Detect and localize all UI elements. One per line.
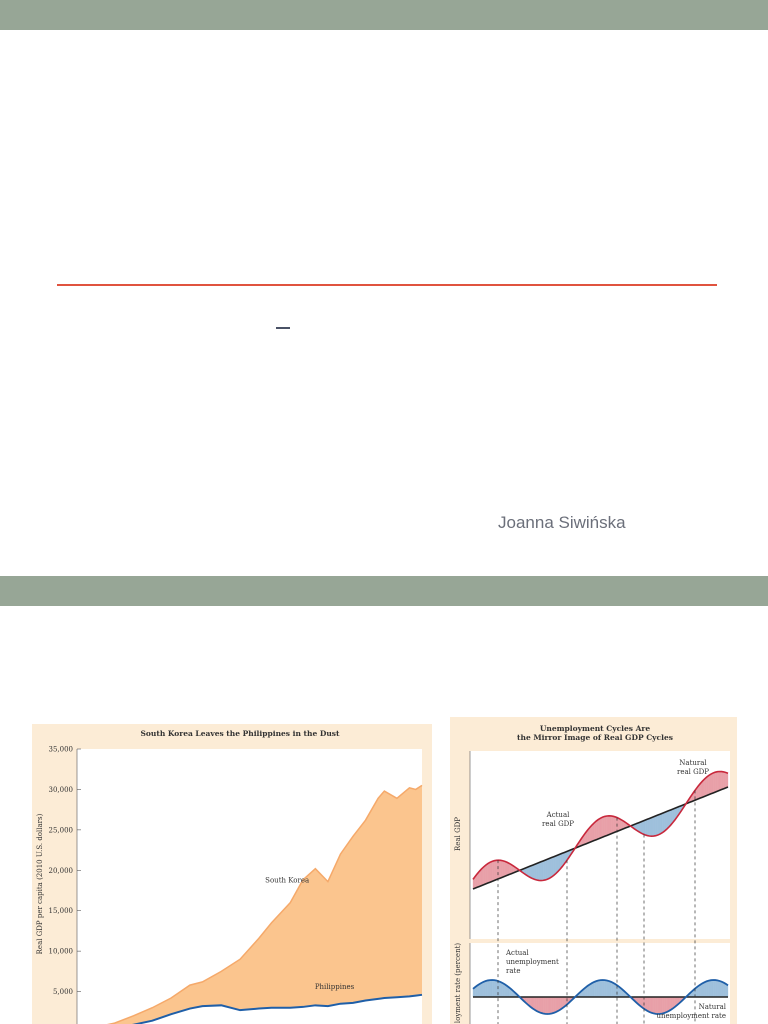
natural-unemployment-label: unemployment rate [656,1012,726,1020]
chart-title: South Korea Leaves the Philippines in the Dust [140,729,340,738]
unemployment-gap-fill [594,981,596,997]
top-banner [0,0,768,30]
unemployment-gap-fill [666,997,668,1012]
gdp-gap-fill [618,818,620,831]
gdp-gap-fill [660,813,662,834]
unemployment-gap-fill [717,980,719,997]
unemployment-axis-label: loyment rate (percent) [454,942,462,1024]
unemployment-gap-fill [711,980,713,997]
y-tick-label: 10,000 [48,947,73,956]
gdp-gap-fill [598,818,600,839]
actual-unemployment-label: rate [506,967,521,975]
gdp-gap-fill [613,816,615,833]
gdp-gap-fill [507,862,509,875]
unemployment-gap-fill [722,982,724,997]
unemployment-gap-fill [486,980,488,997]
gdp-gap-fill [505,861,507,876]
gdp-gap-fill [643,820,645,835]
gdp-gap-fill [722,772,724,790]
south-korea-label: South Korea [265,876,310,885]
gdp-gap-fill [611,816,613,834]
unemployment-gap-fill [492,980,494,997]
unemployment-gap-fill [669,997,671,1011]
natural-real-gdp-label: Natural [679,759,707,767]
gdp-gap-fill [554,856,556,876]
gdp-gap-fill [707,775,709,795]
gdp-gap-fill [601,817,603,838]
gdp-gap-fill [603,816,605,837]
unemployment-gap-fill [713,980,715,997]
y-tick-label: 30,000 [48,785,73,794]
unemployment-gap-fill [488,980,490,997]
gdp-gap-fill [647,818,649,836]
gdp-gap-fill [537,863,539,881]
unemployment-gap-fill [552,997,554,1013]
actual-real-gdp-label: real GDP [541,820,575,828]
gdp-gap-fill [545,859,547,880]
gdp-gap-fill [713,772,715,793]
gdp-plot-area [470,751,730,939]
gdp-gap-fill [486,864,488,884]
unemployment-gap-fill [715,980,717,997]
gdp-gap-fill [503,861,505,877]
gdp-gap-fill [724,772,726,789]
gdp-per-capita-chart [32,724,432,1024]
gdp-gap-fill [649,818,651,837]
actual-unemployment-label: Actual [506,949,529,957]
unemployment-gap-fill [537,997,539,1012]
gdp-gap-fill [711,773,713,794]
gdp-gap-fill [705,777,707,796]
gdp-gap-fill [539,862,541,881]
real-gdp-axis-label: Real GDP [454,817,462,851]
unemployment-gap-fill [494,980,496,997]
gdp-per-capita-chart-panel [32,724,432,1024]
gdp-gap-fill [499,860,501,879]
gdp-gap-fill [530,865,532,878]
unemployment-gap-fill [605,980,607,997]
gdp-gap-fill [717,771,719,791]
gdp-gap-fill [552,857,554,877]
gdp-gap-fill [726,772,728,787]
gdp-gap-fill [662,813,664,833]
unemployment-gap-fill [499,981,501,997]
gdp-gap-fill [609,816,611,835]
title-divider [57,284,717,286]
actual-real-gdp-label: Actual [546,811,570,819]
y-tick-label: 35,000 [48,745,73,754]
unemployment-gap-fill [547,997,549,1014]
gdp-gap-fill [484,865,486,885]
unemployment-cycles-chart-panel [450,717,737,1024]
unemployment-gap-fill [652,997,654,1013]
gdp-gap-fill [715,772,717,792]
unemployment-gap-fill [550,997,552,1014]
unemployment-gap-fill [647,997,649,1012]
gdp-gap-fill [488,862,490,883]
chart-title-line-2: the Mirror Image of Real GDP Cycles [517,733,673,742]
gdp-gap-fill [605,816,607,836]
unemployment-gap-fill [482,982,484,997]
unemployment-gap-fill [720,981,722,997]
unemployment-gap-fill [609,981,611,997]
gdp-gap-fill [490,861,492,882]
author-name: Joanna Siwińska [498,513,626,532]
y-tick-label: 5,000 [52,988,73,997]
y-tick-label: 20,000 [48,866,73,875]
gdp-gap-fill [607,816,609,836]
gdp-gap-fill [709,774,711,795]
gdp-gap-fill [543,860,545,880]
gdp-gap-fill [658,814,660,835]
gdp-gap-fill [664,812,666,832]
unemployment-gap-fill [611,982,613,997]
gdp-gap-fill [652,817,654,836]
actual-unemployment-label: unemployment [506,958,559,966]
unemployment-cycles-chart [450,717,737,1024]
section-banner [0,576,768,606]
unemployment-gap-fill [601,980,603,997]
y-axis-label: Real GDP per capita (2010 U.S. dollars) [36,813,44,955]
gdp-gap-fill [645,819,647,835]
unemployment-gap-fill [501,982,503,997]
unemployment-gap-fill [484,981,486,997]
unemployment-gap-fill [705,981,707,997]
unemployment-gap-fill [541,997,543,1014]
unemployment-gap-fill [603,980,605,997]
gdp-gap-fill [533,864,535,879]
unemployment-gap-fill [707,981,709,997]
gdp-gap-fill [541,861,543,881]
gdp-gap-fill [641,821,643,834]
unemployment-gap-fill [592,982,594,997]
unemployment-gap-fill [490,980,492,997]
gdp-gap-fill [550,858,552,879]
unemployment-gap-fill [556,997,558,1012]
gdp-gap-fill [494,860,496,880]
gdp-gap-fill [720,771,722,790]
unemployment-gap-fill [543,997,545,1014]
unemployment-gap-fill [479,983,481,997]
unemployment-gap-fill [654,997,656,1014]
unemployment-gap-fill [724,983,726,997]
gdp-gap-fill [492,861,494,882]
gdp-gap-fill [547,858,549,879]
unemployment-gap-fill [554,997,556,1013]
unemployment-gap-fill [607,980,609,997]
gdp-gap-fill [656,815,658,836]
y-tick-label: 15,000 [48,907,73,916]
unemployment-gap-fill [664,997,666,1013]
unemployment-gap-fill [539,997,541,1013]
subtitle-dash [276,327,290,329]
chart-title-line-1: Unemployment Cycles Are [539,724,651,733]
gdp-gap-fill [501,860,503,878]
gdp-gap-fill [594,821,596,841]
gdp-gap-fill [535,864,537,881]
natural-real-gdp-label: real GDP [676,768,710,776]
unemployment-gap-fill [703,982,705,997]
gdp-gap-fill [596,819,598,839]
unemployment-gap-fill [726,984,728,997]
unemployment-gap-fill [596,981,598,997]
unemployment-gap-fill [649,997,651,1013]
y-tick-label: 25,000 [48,826,73,835]
philippines-label: Philippines [314,983,355,992]
natural-unemployment-label: Natural [698,1003,726,1011]
unemployment-gap-fill [709,980,711,997]
unemployment-gap-fill [545,997,547,1014]
gdp-gap-fill [654,816,656,836]
unemployment-gap-fill [598,980,600,997]
